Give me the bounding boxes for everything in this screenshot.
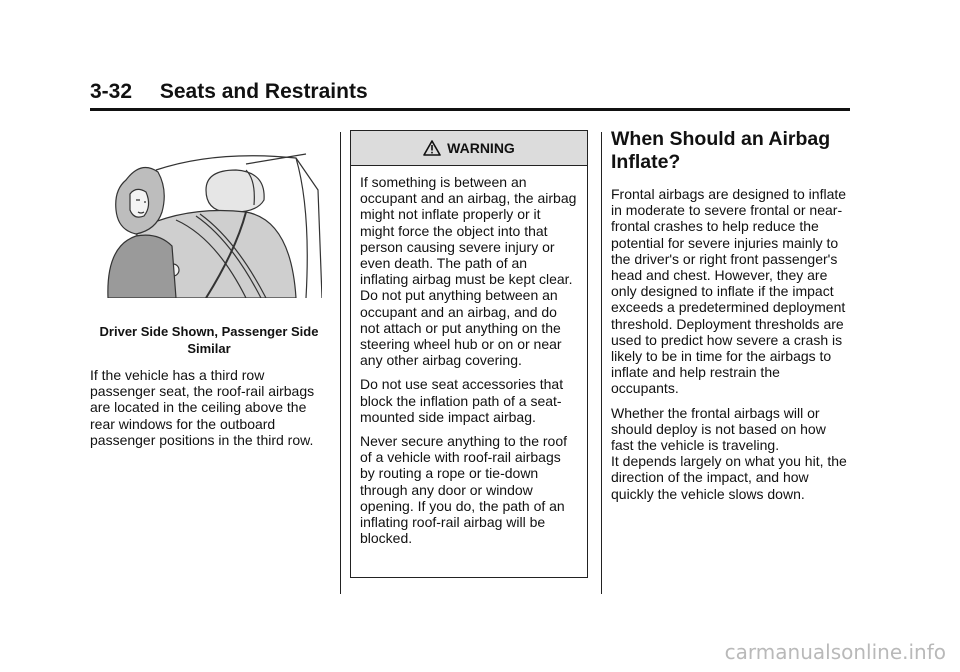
warning-paragraph: If something is between an occupant and an airbag, the airbag might not inflate properly or it might force the object into that person causing severe injury or even death. The path of an inflating airbag must be kept clear. Do not put anything between an occupant and an airbag, and do not attach or put anything on the steering wheel hub or on or near any other airbag covering. (360, 174, 577, 369)
footer-watermark: carmanualsonline.info (724, 640, 946, 664)
section-title: Seats and Restraints (159, 80, 368, 103)
left-column (90, 150, 328, 448)
seat-illustration (96, 150, 322, 298)
section-heading: When Should an Airbag Inflate? (611, 128, 831, 173)
warning-paragraph: Never secure anything to the roof of a vehicle with roof-rail airbags by routing a rope or tie-down through any door or window opening. If you do, the path of an inflating roof-rail airbag will be blocked. (360, 433, 568, 547)
figure-caption: Driver Side Shown, Passenger Side Similar (99, 324, 319, 356)
page-number: 3-32 (90, 80, 133, 103)
warning-header (351, 131, 587, 166)
warning-icon (423, 140, 441, 156)
column-divider-left (340, 132, 341, 594)
right-column (611, 128, 849, 510)
warning-body (351, 166, 587, 546)
warning-title: WARNING (447, 140, 515, 156)
right-paragraph: Whether the frontal airbags will or should deploy is not based on how fast the vehicle is traveling. (611, 404, 826, 454)
column-divider-right (601, 132, 602, 594)
page-header (90, 80, 850, 111)
warning-box (350, 130, 588, 578)
right-paragraph: Frontal airbags are designed to inflate in moderate to severe frontal or near-frontal crashes to help reduce the potential for severe injuries mainly to the driver's or right front passenger's head and chest. However, they are only designed to inflate if the impact exceeds a predetermined deployment threshold. Deployment thresholds are used to predict how severe a crash is likely to be in time for the airbags to inflate and help restrain the occupants. (611, 186, 847, 397)
left-paragraph: If the vehicle has a third row passenger seat, the roof-rail airbags are located in the ceiling above the rear windows for the outboard passenger positions in the third row. (90, 367, 315, 448)
warning-paragraph: Do not use seat accessories that block the inflation path of a seat-mounted side impact airbag. (360, 376, 564, 425)
right-paragraph: It depends largely on what you hit, the direction of the impact, and how quickly the vehicle slows down. (611, 453, 847, 502)
